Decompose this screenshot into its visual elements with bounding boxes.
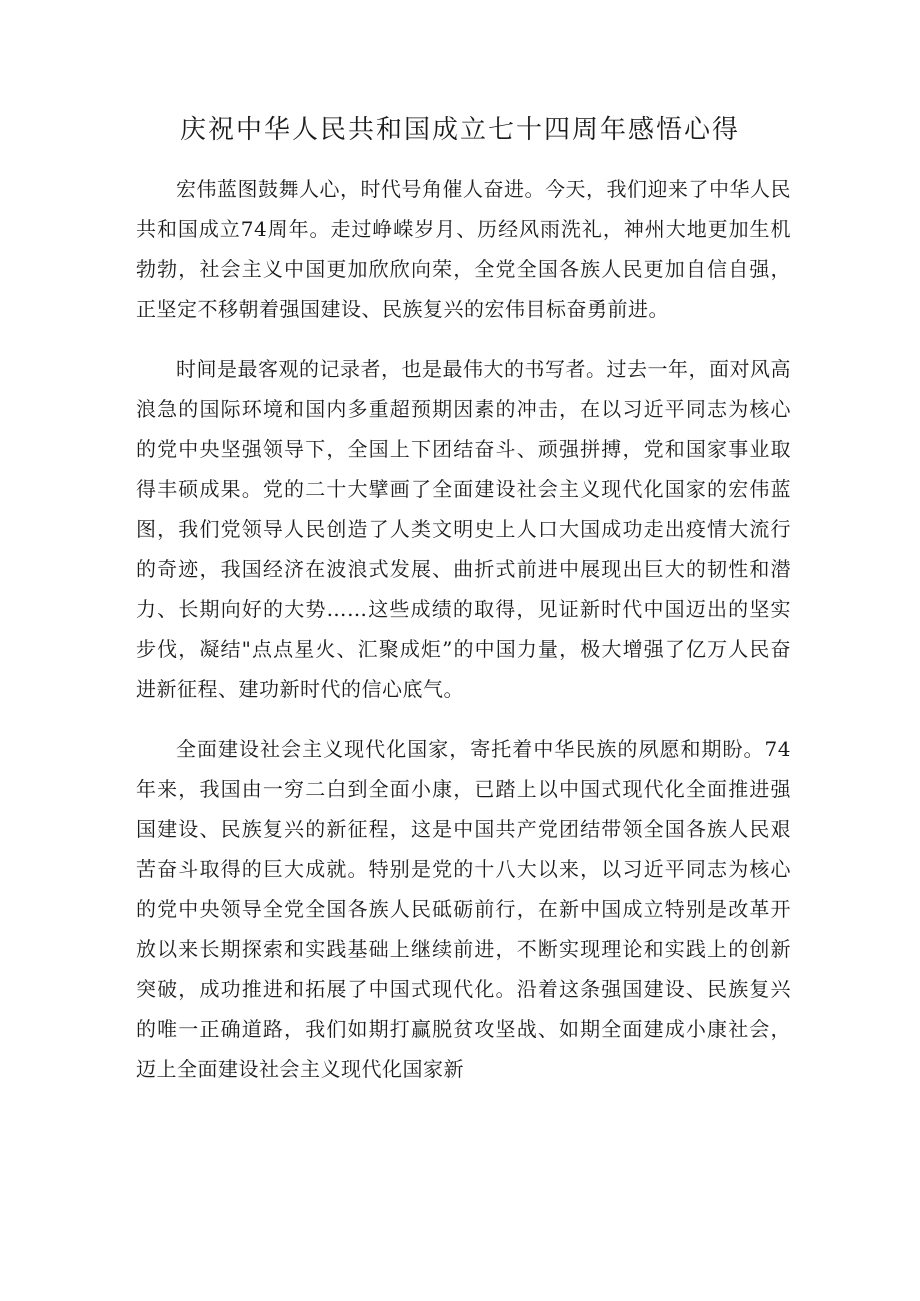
paragraph-1: 宏伟蓝图鼓舞人心，时代号角催人奋进。今天，我们迎来了中华人民共和国成立74周年。走过峥嵘岁月、历经风雨洗礼，神州大地更加生机勃勃，社会主义中国更加欣欣向荣，全党全国各族人民更加自信自强，正坚定不移朝着强国建设、民族复兴的宏伟目标奋勇前进。: [136, 177, 791, 321]
page-title: 庆祝中华人民共和国成立七十四周年感悟心得: [179, 115, 740, 145]
paragraph-3: 全面建设社会主义现代化国家，寄托着中华民族的夙愿和期盼。74年来，我国由一穷二白到全面小康，已踏上以中国式现代化全面推进强国建设、民族复兴的新征程，这是中国共产党团结带领全国各族人民艰苦奋斗取得的巨大成就。特别是党的十八大以来，以习近平同志为核心的党中央领导全党全国各族人民砥砺前行，在新中国成立特别是改革开放以来长期探索和实践基础上继续前进，不断实现理论和实践上的创新突破，成功推进和拓展了中国式现代化。沿着这条强国建设、民族复兴的唯一正确道路，我们如期打赢脱贫攻坚战、如期全面建成小康社会，迈上全面建设社会主义现代化国家新: [136, 737, 791, 1081]
paragraph-2: 时间是最客观的记录者，也是最伟大的书写者。过去一年，面对风高浪急的国际环境和国内多重超预期因素的冲击，在以习近平同志为核心的党中央坚强领导下，全国上下团结奋斗、顽强拼搏，党和国家事业取得丰硕成果。党的二十大擘画了全面建设社会主义现代化国家的宏伟蓝图，我们党领导人民创造了人类文明史上人口大国成功走出疫情大流行的奇迹，我国经济在波浪式发展、曲折式前进中展现出巨大的韧性和潜力、长期向好的大势……这些成绩的取得，见证新时代中国迈出的坚实步伐，凝结"点点星火、汇聚成炬”的中国力量，极大增强了亿万人民奋进新征程、建功新时代的信心底气。: [136, 357, 791, 701]
document-body: [136, 169, 791, 1089]
